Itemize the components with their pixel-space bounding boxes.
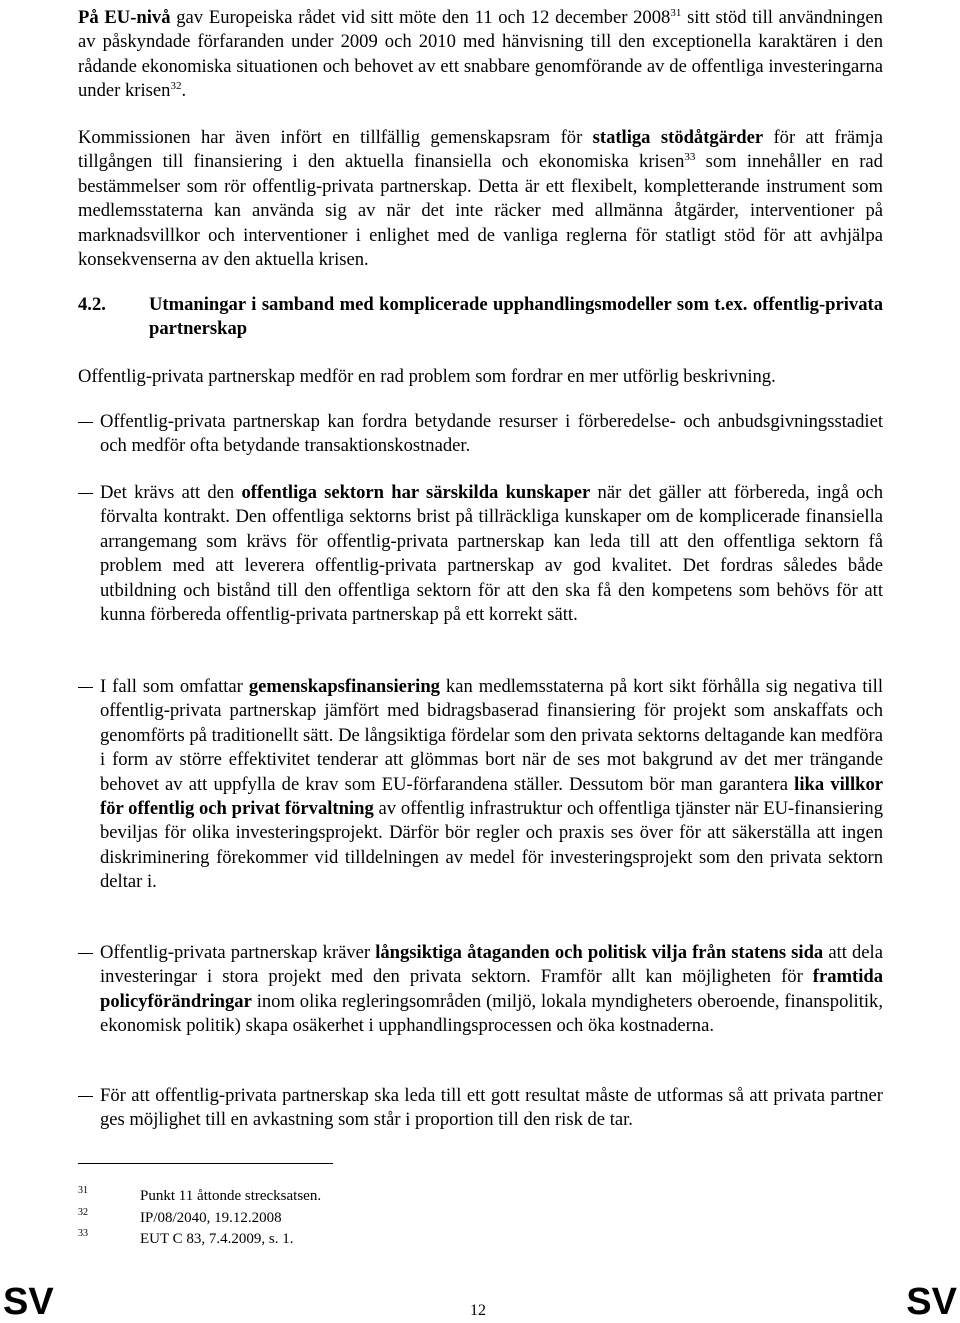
text-run: Offentlig-privata partnerskap kräver: [100, 942, 376, 963]
text-run: Kommissionen har även infört en tillfällig gemenskapsram för: [78, 127, 593, 148]
text-run: av offentlig infrastruktur och offentliga tjänster när EU-finansiering beviljas för olika investeringsprojekt. Därför bör regler och praxis ses över för att säkerställa att ingen diskriminering förekommer vid tilldelningen av medel för investeringsprojekt som den privata sektorn deltar i.: [100, 798, 883, 893]
dash-bullet-icon: [78, 687, 93, 688]
bold-text: offentliga sektorn har särskilda kunskaper: [241, 482, 591, 503]
text-run: Det krävs att den: [100, 482, 242, 503]
footnote-ref-31[interactable]: 31: [670, 7, 682, 19]
bold-text: statliga stödåtgärder: [592, 127, 764, 148]
list-item-text: För att offentlig-privata partnerskap ska leda till ett gott resultat måste de utformas så att privata partner ges möjlighet till en avkastning som står i proportion till den risk de tar.: [100, 1085, 883, 1131]
section-title: Utmaningar i samband med komplicerade upphandlingsmodeller som t.ex. offentlig-privata partnerskap: [149, 294, 883, 340]
section-number: 4.2.: [78, 294, 106, 315]
dash-bullet-icon: [78, 493, 93, 494]
footnote-ref-33[interactable]: 33: [684, 151, 696, 164]
text-run: inom olika regleringsområden (miljö, lokala myndigheters oberoende, finanspolitik, ekonomisk politik) skapa osäkerhet i upphandlingsprocessen och öka kostnaderna.: [100, 990, 883, 1037]
paragraph-eu-level: [78, 6, 883, 104]
text-run: för att främja tillgången till finansiering i den aktuella finansiella och ekonomiska krisen: [78, 127, 884, 173]
list-item-text: [100, 481, 883, 627]
text-run: .: [181, 80, 187, 102]
footnote-number: 33: [78, 1228, 88, 1239]
text-run: att dela investeringar i stora projekt med den privata sektorn. Framför allt kan möjligheten för: [100, 942, 883, 988]
text-run: när det gäller att förbereda, ingå och förvalta kontrakt. Den offentliga sektorns brist på tillräckliga kunskaper om de komplicerade finansiella arrangemang som krävs för offentlig-privata partnerskap kan leda till att den offentliga sektorn få problem med att leverera offentlig-privata partnerskap av god kvalitet. Det fordras således både utbildning och bistånd till den offentliga sektorn för att den ska få den kompetens som behövs för att kunna förbereda offentlig-privata partnerskap på ett korrekt sätt.: [100, 482, 883, 626]
bold-text: På EU-nivå: [78, 7, 171, 28]
bold-text: gemenskapsfinansiering: [248, 676, 440, 697]
footnote-text: EUT C 83, 7.4.2009, s. 1.: [140, 1231, 294, 1247]
dash-bullet-icon: [78, 953, 93, 954]
list-item-text: [100, 675, 883, 895]
footnote-ref-32[interactable]: 32: [170, 80, 182, 93]
text-run: gav Europeiska rådet vid sitt möte den 11 och 12 december 2008: [170, 7, 671, 28]
footnote-text: IP/08/2040, 19.12.2008: [140, 1210, 282, 1226]
bold-text: långsiktiga åtaganden och politisk vilja från statens sida: [375, 942, 824, 963]
text-run: sitt stöd till användningen av påskyndade förfaranden under 2009 och 2010 med hänvisning till den exceptionella karaktären i den rådande ekonomiska situationen och behovet av ett snabbare genomförande av de offentliga investeringarna under krisen: [78, 7, 883, 102]
footnote-text: Punkt 11 åttonde strecksatsen.: [140, 1188, 322, 1204]
footnote-number: 31: [78, 1185, 88, 1196]
footnote-number: 32: [78, 1207, 88, 1218]
language-code-right: SV: [906, 1281, 957, 1323]
footnote-divider: [78, 1163, 333, 1164]
text-run: I fall som omfattar: [100, 676, 249, 697]
paragraph-commission: [78, 126, 883, 272]
dash-bullet-icon: [78, 1096, 93, 1097]
text-run: som innehåller en rad bestämmelser som rör offentlig-privata partnerskap. Detta är ett flexibelt, kompletterande instrument som medlemsstaterna kan använda sig av när det inte räcker med allmänna åtgärder, interventioner på marknadsvillkor och interventioner i enlighet med de vanliga reglerna för statligt stöd för att avhjälpa konsekvenserna av den aktuella krisen.: [78, 151, 883, 271]
text-run: kan medlemsstaterna på kort sikt förhålla sig negativa till offentlig-privata partnerskap jämfört med bidragsbaserad finansiering för projekt som anskaffats och genomförts på traditionellt sätt. De långsiktiga fördelar som den privata sektorns deltagande kan medföra i form av större effektivitet tenderar att glömmas bort när de ses mot bakgrund av det mer trängande behovet av att uppfylla de krav som EU-förfarandena ställer. Dessutom bör man garantera: [100, 676, 883, 795]
bold-text: framtida policyförändringar: [100, 966, 883, 1012]
paragraph-intro: Offentlig-privata partnerskap medför en rad problem som fordrar en mer utförlig beskrivning.: [78, 366, 776, 387]
bold-text: lika villkor för offentlig och privat förvaltning: [100, 773, 884, 820]
list-item-text: Offentlig-privata partnerskap kan fordra betydande resurser i förberedelse- och anbudsgivningsstadiet och medför ofta betydande transaktionskostnader.: [100, 411, 883, 457]
list-item-text: [100, 941, 883, 1039]
page-number: 12: [470, 1302, 486, 1319]
dash-bullet-icon: [78, 422, 93, 423]
language-code-left: SV: [3, 1281, 54, 1323]
